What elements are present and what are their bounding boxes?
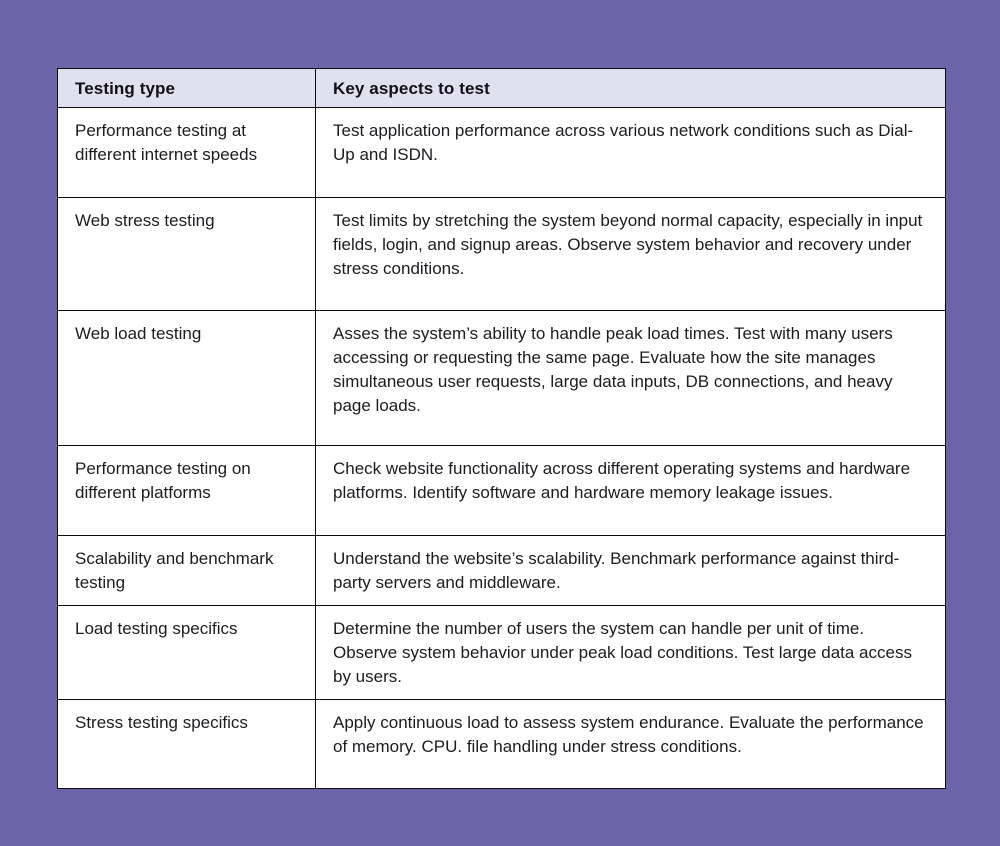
testing-types-table (57, 68, 946, 789)
key-aspects-cell: Asses the system’s ability to handle peak load times. Test with many users accessing or requesting the same page. Evaluate how the site manages simultaneous user requests, large data inputs, DB connections, and heavy page loads. (316, 311, 946, 446)
testing-type-cell: Web stress testing (58, 198, 316, 311)
table-row (58, 536, 946, 606)
key-aspects-cell: Understand the website’s scalability. Benchmark performance against third-party servers and middleware. (316, 536, 946, 606)
table-row (58, 198, 946, 311)
testing-type-cell: Performance testing at different internet speeds (58, 108, 316, 198)
testing-type-cell: Stress testing specifics (58, 700, 316, 789)
key-aspects-cell: Test application performance across various network conditions such as Dial-Up and ISDN. (316, 108, 946, 198)
header-row (58, 69, 946, 108)
key-aspects-cell: Check website functionality across different operating systems and hardware platforms. Identify software and hardware memory leakage issues. (316, 446, 946, 536)
testing-type-cell: Web load testing (58, 311, 316, 446)
testing-type-cell: Scalability and benchmark testing (58, 536, 316, 606)
table-row (58, 311, 946, 446)
key-aspects-cell: Test limits by stretching the system beyond normal capacity, especially in input fields, login, and signup areas. Observe system behavior and recovery under stress conditions. (316, 198, 946, 311)
key-aspects-cell: Determine the number of users the system can handle per unit of time. Observe system behavior under peak load conditions. Test large data access by users. (316, 606, 946, 700)
table-row (58, 108, 946, 198)
table-row (58, 700, 946, 789)
header-testing-type: Testing type (58, 69, 316, 108)
testing-types-table-container (57, 68, 945, 789)
table-body (58, 108, 946, 789)
table-row (58, 606, 946, 700)
testing-type-cell: Performance testing on different platforms (58, 446, 316, 536)
testing-type-cell: Load testing specifics (58, 606, 316, 700)
table-header (58, 69, 946, 108)
header-key-aspects: Key aspects to test (316, 69, 946, 108)
table-row (58, 446, 946, 536)
key-aspects-cell: Apply continuous load to assess system endurance. Evaluate the performance of memory. CPU. file handling under stress conditions. (316, 700, 946, 789)
